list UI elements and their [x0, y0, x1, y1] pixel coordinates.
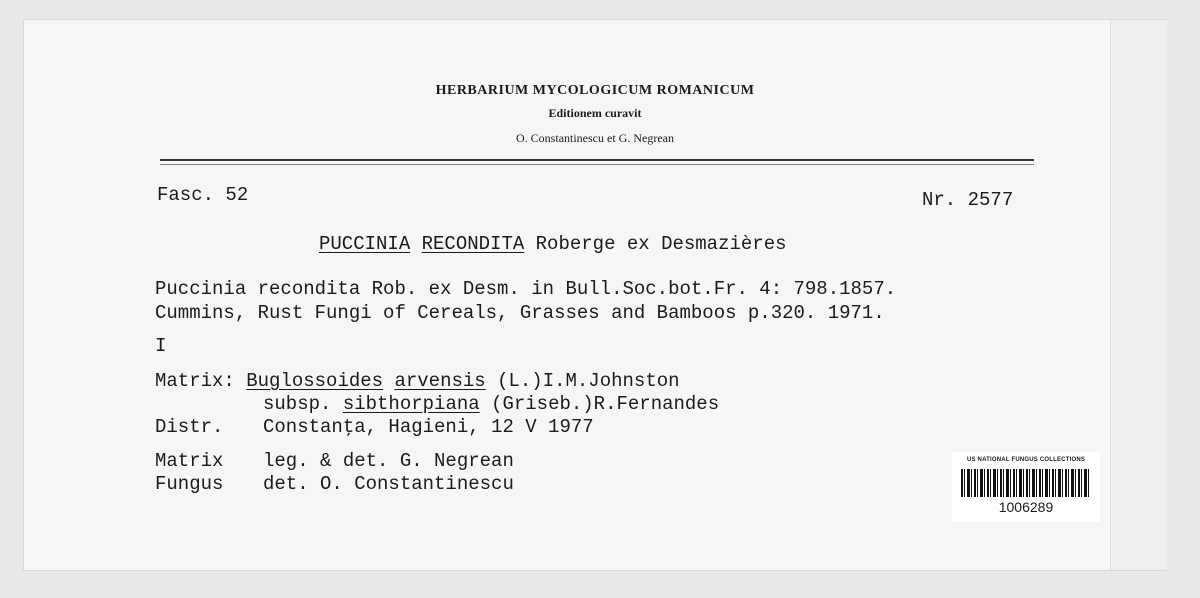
- herbarium-title: HERBARIUM MYCOLOGICUM ROMANICUM: [435, 83, 755, 98]
- host-author: (L.)I.M.Johnston: [497, 370, 680, 392]
- matrix-subspecies-line: [263, 393, 719, 415]
- reference-line: Cummins, Rust Fungi of Cereals, Grasses and Bamboos p.320. 1971.: [155, 302, 885, 324]
- host-genus: Buglossoides: [246, 370, 384, 392]
- barcode-label: [952, 452, 1100, 522]
- distribution-label: Distr.: [155, 416, 224, 438]
- reference-line: Puccinia recondita Rob. ex Desm. in Bull.Soc.bot.Fr. 4: 798.1857.: [155, 278, 897, 300]
- species-epithet: RECONDITA: [421, 233, 525, 255]
- label-edge-strip: [1110, 20, 1167, 570]
- species-genus: PUCCINIA: [319, 233, 411, 255]
- species-authority: Roberge ex Desmazières: [535, 233, 787, 255]
- barcode-number: 1006289: [998, 499, 1054, 515]
- collector-value: leg. & det. G. Negrean: [263, 450, 514, 472]
- collector-label: Matrix: [155, 450, 224, 472]
- host-species: arvensis: [394, 370, 486, 392]
- matrix-line: [155, 370, 680, 392]
- subspecies-prefix: subsp.: [263, 393, 332, 415]
- barcode-icon: [961, 469, 1091, 497]
- species-heading: [319, 233, 787, 255]
- determiner-value: det. O. Constantinescu: [263, 473, 514, 495]
- fascicle-number: Fasc. 52: [157, 184, 249, 206]
- herbarium-editors: O. Constantinescu et G. Negrean: [516, 131, 674, 145]
- spore-stage: I: [155, 335, 167, 357]
- header-rule: [160, 159, 1034, 161]
- subspecies-author: (Griseb.)R.Fernandes: [491, 393, 720, 415]
- barcode-collection-title: US NATIONAL FUNGUS COLLECTIONS: [966, 457, 1086, 463]
- specimen-number: Nr. 2577: [922, 189, 1014, 211]
- subspecies-name: sibthorpiana: [342, 393, 480, 415]
- header-rule-thin: [160, 164, 1034, 165]
- determiner-label: Fungus: [155, 473, 224, 495]
- matrix-label: Matrix:: [155, 370, 235, 392]
- herbarium-subtitle: Editionem curavit: [548, 106, 642, 120]
- distribution-value: Constanţa, Hagieni, 12 V 1977: [263, 416, 594, 438]
